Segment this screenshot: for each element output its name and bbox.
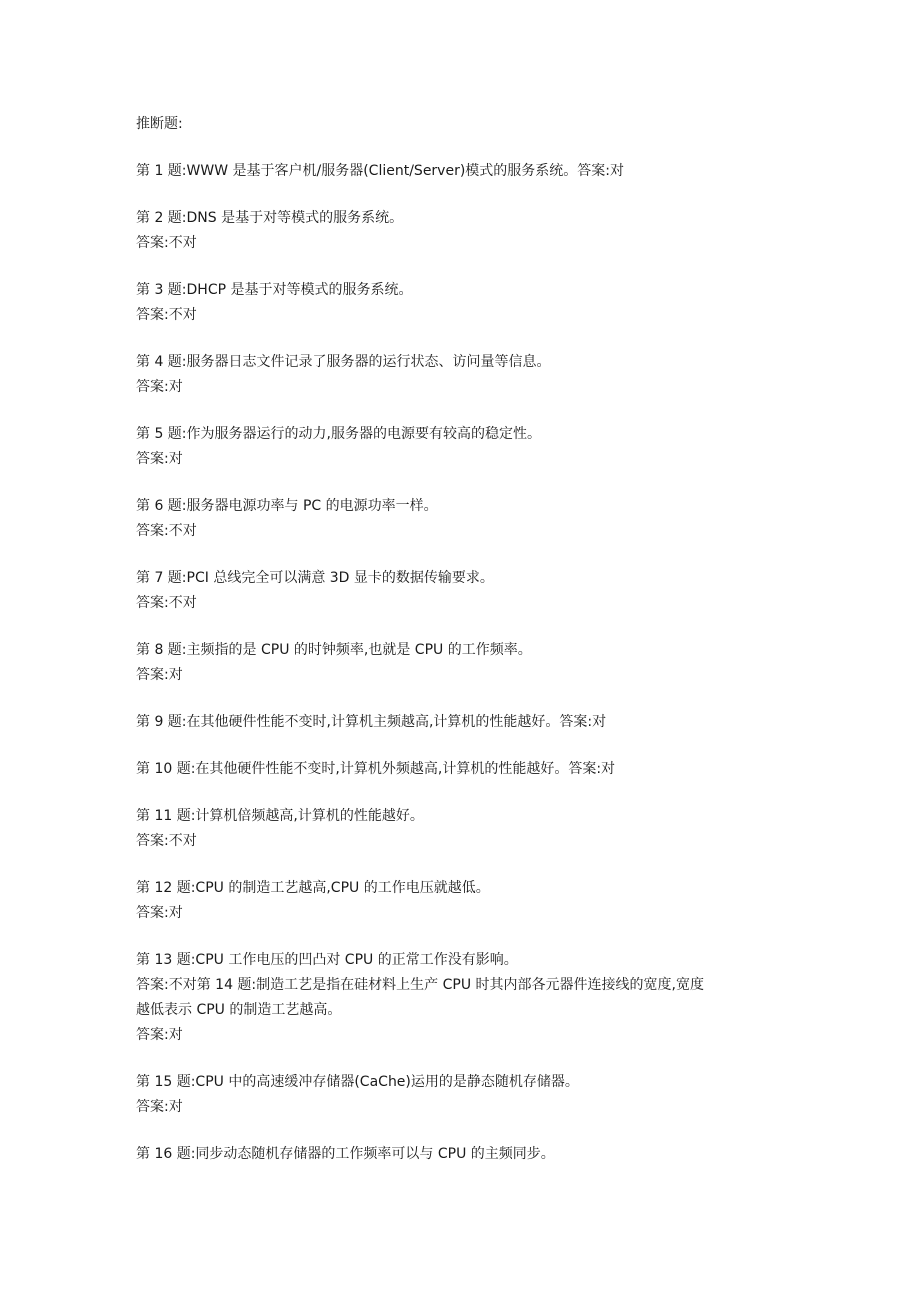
answer-14: 答案:对	[136, 1027, 183, 1043]
question-6: 第 6 题:服务器电源功率与 PC 的电源功率一样。	[136, 498, 438, 514]
question-11: 第 11 题:计算机倍频越高,计算机的性能越好。	[136, 808, 424, 824]
answer-13-question-14: 答案:不对第 14 题:制造工艺是指在硅材料上生产 CPU 时其内部各元器件连接线的宽度,宽度	[136, 977, 704, 993]
spacer	[136, 184, 796, 206]
spacer	[136, 328, 796, 350]
spacer	[136, 688, 796, 710]
answer-3: 答案:不对	[136, 307, 197, 323]
spacer	[136, 1120, 796, 1142]
answer-11: 答案:不对	[136, 833, 197, 849]
question-13: 第 13 题:CPU 工作电压的凹凸对 CPU 的正常工作没有影响。	[136, 952, 518, 968]
question-16: 第 16 题:同步动态随机存储器的工作频率可以与 CPU 的主频同步。	[136, 1146, 555, 1162]
question-2: 第 2 题:DNS 是基于对等模式的服务系统。	[136, 210, 404, 226]
question-9: 第 9 题:在其他硬件性能不变时,计算机主频越高,计算机的性能越好。答案:对	[136, 714, 607, 730]
question-8: 第 8 题:主频指的是 CPU 的时钟频率,也就是 CPU 的工作频率。	[136, 642, 532, 658]
spacer	[136, 735, 796, 757]
answer-6: 答案:不对	[136, 523, 197, 539]
answer-2: 答案:不对	[136, 235, 197, 251]
question-7: 第 7 题:PCI 总线完全可以满意 3D 显卡的数据传输要求。	[136, 570, 494, 586]
question-3: 第 3 题:DHCP 是基于对等模式的服务系统。	[136, 282, 413, 298]
answer-15: 答案:对	[136, 1099, 183, 1115]
question-5: 第 5 题:作为服务器运行的动力,服务器的电源要有较高的稳定性。	[136, 426, 541, 442]
answer-5: 答案:对	[136, 451, 183, 467]
spacer	[136, 472, 796, 494]
spacer	[136, 1048, 796, 1070]
section-heading: 推断题:	[136, 116, 183, 132]
spacer	[136, 137, 796, 159]
answer-4: 答案:对	[136, 379, 183, 395]
spacer	[136, 544, 796, 566]
question-12: 第 12 题:CPU 的制造工艺越高,CPU 的工作电压就越低。	[136, 880, 490, 896]
document-page	[136, 112, 796, 1167]
question-14-continued: 越低表示 CPU 的制造工艺越高。	[136, 1002, 342, 1018]
question-10: 第 10 题:在其他硬件性能不变时,计算机外频越高,计算机的性能越好。答案:对	[136, 761, 616, 777]
spacer	[136, 400, 796, 422]
answer-12: 答案:对	[136, 905, 183, 921]
spacer	[136, 256, 796, 278]
question-1: 第 1 题:WWW 是基于客户机/服务器(Client/Server)模式的服务系统。答案:对	[136, 163, 625, 179]
question-4: 第 4 题:服务器日志文件记录了服务器的运行状态、访问量等信息。	[136, 354, 551, 370]
spacer	[136, 616, 796, 638]
spacer	[136, 926, 796, 948]
answer-8: 答案:对	[136, 667, 183, 683]
answer-7: 答案:不对	[136, 595, 197, 611]
spacer	[136, 782, 796, 804]
spacer	[136, 854, 796, 876]
question-15: 第 15 题:CPU 中的高速缓冲存储器(CaChe)运用的是静态随机存储器。	[136, 1074, 579, 1090]
